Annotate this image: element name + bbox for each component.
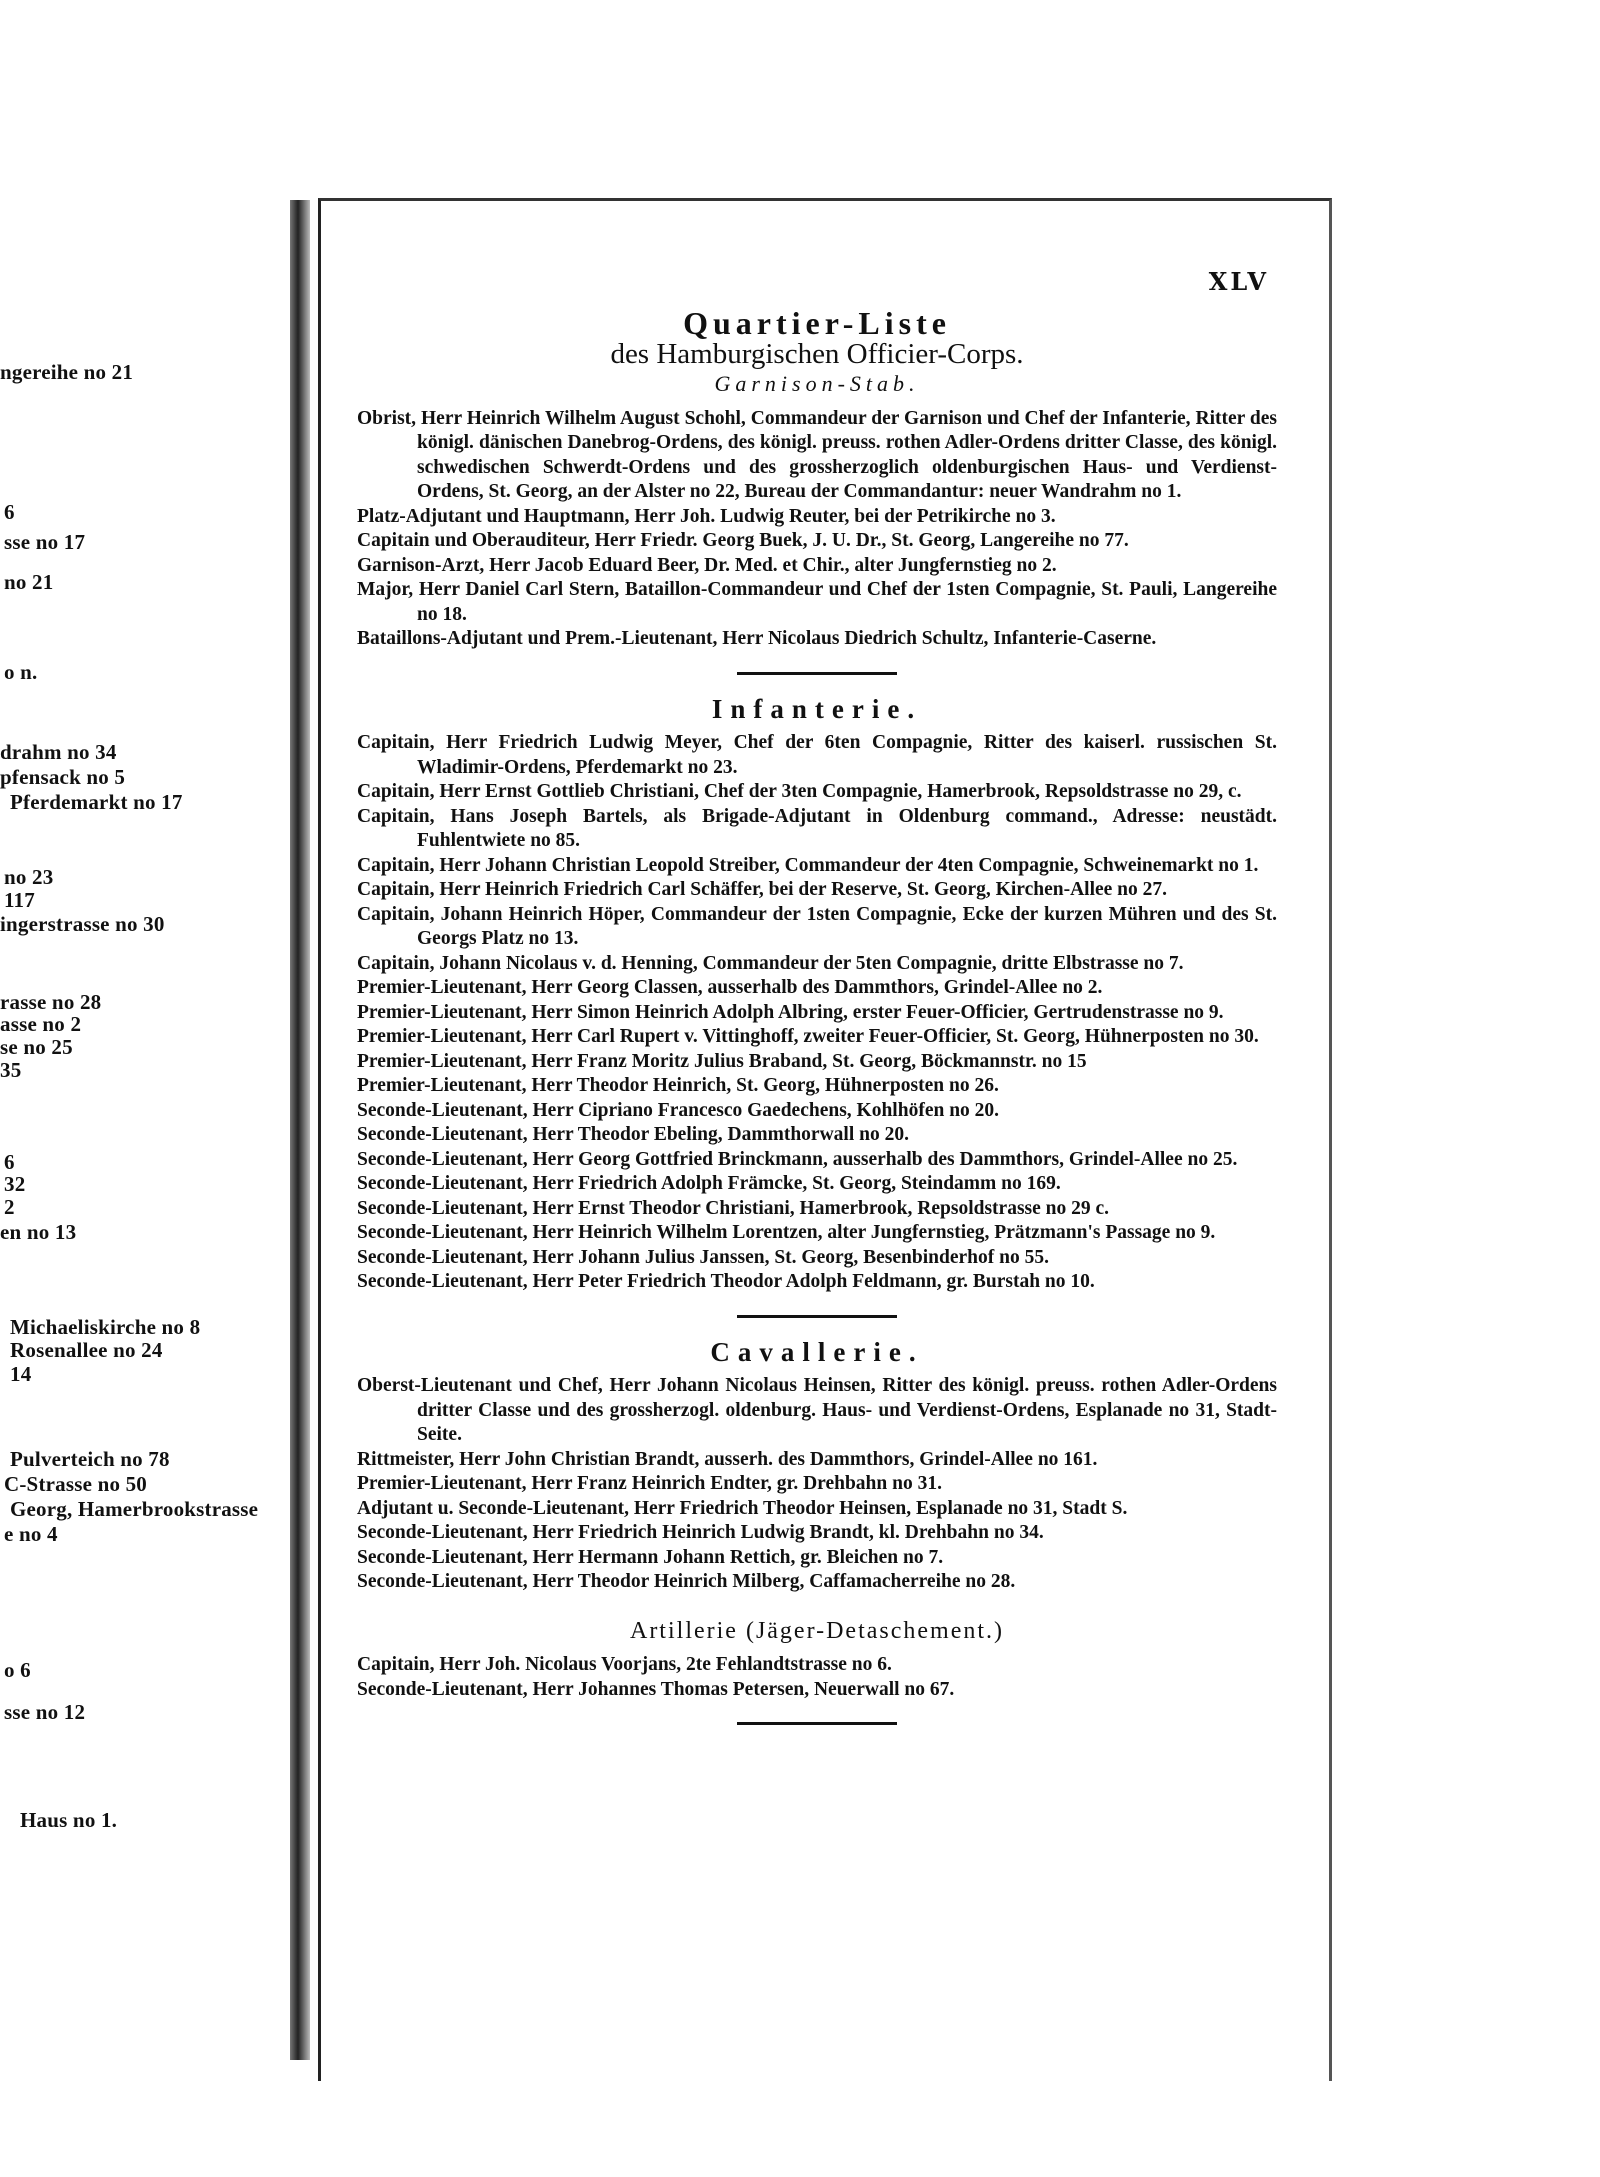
list-entry: Oberst-Lieutenant und Chef, Herr Johann Nicolaus Heinsen, Ritter des königl. preuss. rothen Adler-Ordens dritter Classe und des grossherzogl. oldenburg. Haus- und Verdienst-Ordens, Esplanade no 31, Stadt-Seite. xyxy=(357,1375,1277,1445)
page-title: Quartier-Liste xyxy=(683,305,951,341)
section-artillerie xyxy=(357,1653,1277,1702)
list-entry: Seconde-Lieutenant, Herr Ernst Theodor Christiani, Hamerbrook, Repsoldstrasse no 29 c. xyxy=(357,1197,1110,1219)
left-page-text-fragment: asse no 2 xyxy=(0,1012,82,1036)
left-page-text-fragment: sse no 12 xyxy=(4,1700,86,1724)
section-divider xyxy=(737,1315,897,1318)
left-page-text-fragment: Haus no 1. xyxy=(20,1808,118,1832)
left-page-text-fragment: Pulverteich no 78 xyxy=(10,1447,170,1471)
list-entry: Rittmeister, Herr John Christian Brandt, ausserh. des Dammthors, Grindel-Allee no 161. xyxy=(357,1448,1098,1470)
page-subtitle: des Hamburgischen Officier-Corps. xyxy=(610,337,1024,370)
list-entry: Capitain, Herr Heinrich Friedrich Carl Schäffer, bei der Reserve, St. Georg, Kirchen-Allee no 27. xyxy=(357,879,1168,900)
section-heading-garnison-stab: Garnison-Stab. xyxy=(714,371,920,396)
left-page-text-fragment: 6 xyxy=(4,1150,15,1174)
left-page-text-fragment: Rosenallee no 24 xyxy=(10,1338,163,1362)
left-page-text-fragment: o n. xyxy=(4,660,38,684)
list-entry: Seconde-Lieutenant, Herr Friedrich Adolph Främcke, St. Georg, Steindamm no 169. xyxy=(357,1173,1061,1194)
list-entry: Seconde-Lieutenant, Herr Friedrich Heinrich Ludwig Brandt, kl. Drehbahn no 34. xyxy=(357,1522,1044,1543)
list-entry: Capitain, Johann Nicolaus v. d. Henning, Commandeur der 5ten Compagnie, dritte Elbstrasse no 7. xyxy=(357,952,1184,974)
left-page-text-fragment: pfensack no 5 xyxy=(0,765,126,789)
left-page-text-fragment: ingerstrasse no 30 xyxy=(0,912,165,936)
left-page-text-fragment: rasse no 28 xyxy=(0,990,102,1014)
section-infanterie xyxy=(357,731,1277,1295)
list-entry: Capitain, Hans Joseph Bartels, als Brigade-Adjutant in Oldenburg command., Adresse: neustädt. Fuhlentwiete no 85. xyxy=(357,805,1277,851)
section-heading-cavallerie: Cavallerie. xyxy=(710,1336,924,1367)
section-heading-artillerie: Artillerie (Jäger-Detaschement.) xyxy=(629,1617,1005,1644)
list-entry: Major, Herr Daniel Carl Stern, Bataillon-Commandeur und Chef der 1sten Compagnie, St. Pauli, Langereihe no 18. xyxy=(357,579,1277,625)
list-entry: Platz-Adjutant und Hauptmann, Herr Joh. Ludwig Reuter, bei der Petrikirche no 3. xyxy=(357,505,1056,527)
list-entry: Seconde-Lieutenant, Herr Theodor Ebeling, Dammthorwall no 20. xyxy=(357,1124,909,1145)
section-cavallerie xyxy=(357,1374,1277,1595)
list-entry: Garnison-Arzt, Herr Jacob Eduard Beer, Dr. Med. et Chir., alter Jungfernstieg no 2. xyxy=(357,554,1057,576)
list-entry: Obrist, Herr Heinrich Wilhelm August Schohl, Commandeur der Garnison und Chef der Infanterie, Ritter des königl. dänischen Danebrog-Ordens, des königl. preuss. rothen Adler-Ordens dritter Classe, des königl. schwedischen Schwerdt-Ordens und des grossherzoglich oldenburgischen Haus- und Verdienst-Ordens, St. Georg, an der Alster no 22, Bureau der Commandantur: neuer Wandrahm no 1. xyxy=(357,407,1277,502)
list-entry: Seconde-Lieutenant, Herr Johannes Thomas Petersen, Neuerwall no 67. xyxy=(357,1678,955,1700)
section-divider xyxy=(737,672,897,675)
list-entry: Premier-Lieutenant, Herr Simon Heinrich Adolph Albring, erster Feuer-Officier, Gertrudenstrasse no 9. xyxy=(357,1001,1224,1023)
list-entry: Seconde-Lieutenant, Herr Peter Friedrich Theodor Adolph Feldmann, gr. Burstah no 10. xyxy=(357,1271,1095,1292)
left-page-text-fragment: sse no 17 xyxy=(4,530,86,554)
list-entry: Seconde-Lieutenant, Herr Heinrich Wilhelm Lorentzen, alter Jungfernstieg, Prätzmann's Passage no 9. xyxy=(357,1222,1216,1243)
list-entry: Premier-Lieutenant, Herr Theodor Heinrich, St. Georg, Hühnerposten no 26. xyxy=(357,1075,999,1096)
left-page-text-fragment: 35 xyxy=(0,1058,22,1082)
left-page-text-fragment: 14 xyxy=(10,1362,32,1386)
left-page-text-fragment: se no 25 xyxy=(0,1035,73,1059)
left-page-text-fragment: no 23 xyxy=(4,865,54,889)
section-divider xyxy=(737,1722,897,1725)
left-page-text-fragment: e no 4 xyxy=(4,1522,58,1546)
left-page-text-fragment: o 6 xyxy=(4,1658,31,1682)
left-page-text-fragment: Michaeliskirche no 8 xyxy=(10,1315,201,1339)
list-entry: Seconde-Lieutenant, Herr Cipriano Francesco Gaedechens, Kohlhöfen no 20. xyxy=(357,1099,1000,1121)
left-page-text-fragment: ngereihe no 21 xyxy=(0,360,134,384)
page-number: XLV xyxy=(1208,267,1269,296)
list-entry: Bataillons-Adjutant und Prem.-Lieutenant, Herr Nicolaus Diedrich Schultz, Infanterie-Caserne. xyxy=(357,628,1157,649)
list-entry: Capitain, Herr Joh. Nicolaus Voorjans, 2te Fehlandtstrasse no 6. xyxy=(357,1654,892,1675)
list-entry: Seconde-Lieutenant, Herr Hermann Johann Rettich, gr. Bleichen no 7. xyxy=(357,1546,944,1568)
list-entry: Seconde-Lieutenant, Herr Johann Julius Janssen, St. Georg, Besenbinderhof no 55. xyxy=(357,1246,1049,1268)
left-page-text-fragment: drahm no 34 xyxy=(0,740,117,764)
list-entry: Capitain und Oberauditeur, Herr Friedr. Georg Buek, J. U. Dr., St. Georg, Langereihe no 77. xyxy=(357,530,1129,551)
left-page-text-fragment: Georg, Hamerbrookstrasse xyxy=(10,1497,259,1521)
list-entry: Capitain, Herr Johann Christian Leopold Streiber, Commandeur der 4ten Compagnie, Schweinemarkt no 1. xyxy=(357,854,1259,876)
section-garnison-stab xyxy=(357,407,1277,652)
list-entry: Seconde-Lieutenant, Herr Georg Gottfried Brinckmann, ausserhalb des Dammthors, Grindel-Allee no 25. xyxy=(357,1148,1238,1170)
left-page-text-fragment: no 21 xyxy=(4,570,54,594)
list-entry: Capitain, Herr Ernst Gottlieb Christiani, Chef der 3ten Compagnie, Hamerbrook, Repsoldstrasse no 29, c. xyxy=(357,781,1242,802)
list-entry: Seconde-Lieutenant, Herr Theodor Heinrich Milberg, Caffamacherreihe no 28. xyxy=(357,1571,1016,1592)
left-page-text-fragment: 32 xyxy=(4,1172,26,1196)
left-page-text-fragment: 117 xyxy=(4,888,35,912)
list-entry: Premier-Lieutenant, Herr Carl Rupert v. Vittinghoff, zweiter Feuer-Officier, St. Georg, Hühnerposten no 30. xyxy=(357,1026,1259,1047)
list-entry: Capitain, Herr Friedrich Ludwig Meyer, Chef der 6ten Compagnie, Ritter des kaiserl. russischen St. Wladimir-Ordens, Pferdemarkt no 23. xyxy=(357,732,1277,778)
list-entry: Premier-Lieutenant, Herr Franz Moritz Julius Braband, St. Georg, Böckmannstr. no 15 xyxy=(357,1050,1087,1072)
left-page-text-fragment: 6 xyxy=(4,500,15,524)
left-page-text-fragment: C-Strasse no 50 xyxy=(4,1472,147,1496)
left-page-text-fragment: 2 xyxy=(4,1195,15,1219)
section-heading-infanterie: Infanterie. xyxy=(711,693,923,724)
page-content xyxy=(357,301,1277,1747)
right-page xyxy=(318,198,1332,2081)
left-page-text-fragment: en no 13 xyxy=(0,1220,77,1244)
left-page-fragment xyxy=(0,200,296,2000)
list-entry: Premier-Lieutenant, Herr Franz Heinrich Endter, gr. Drehbahn no 31. xyxy=(357,1473,942,1494)
book-gutter xyxy=(290,200,310,2060)
list-entry: Adjutant u. Seconde-Lieutenant, Herr Friedrich Theodor Heinsen, Esplanade no 31, Stadt S. xyxy=(357,1497,1128,1519)
list-entry: Premier-Lieutenant, Herr Georg Classen, ausserhalb des Dammthors, Grindel-Allee no 2. xyxy=(357,977,1103,998)
list-entry: Capitain, Johann Heinrich Höper, Commandeur der 1sten Compagnie, Ecke der kurzen Mühren und des St. Georgs Platz no 13. xyxy=(357,903,1277,949)
left-page-text-fragment: Pferdemarkt no 17 xyxy=(10,790,183,814)
